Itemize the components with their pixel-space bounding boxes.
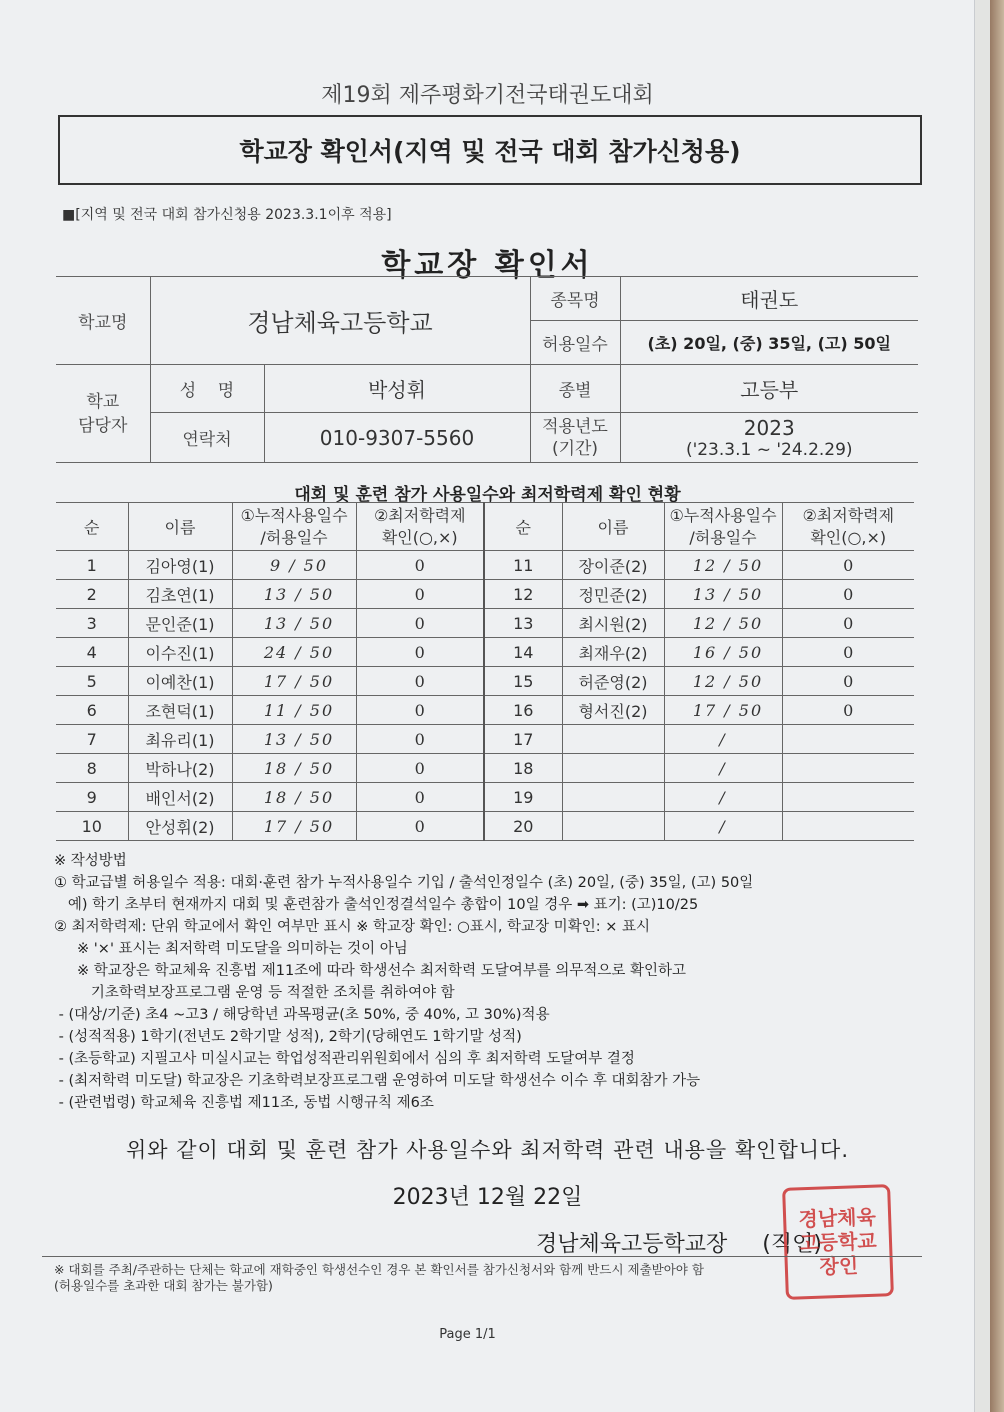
form-title: 학교장 확인서(지역 및 전국 대회 참가신청용) [58, 115, 922, 185]
row-no: 6 [56, 696, 128, 725]
col-days-header: ①누적사용일수 /허용일수 [664, 503, 782, 551]
check-mark: 0 [782, 609, 914, 638]
row-no: 20 [484, 812, 562, 841]
row-no: 13 [484, 609, 562, 638]
student-name: 김아영(1) [128, 551, 232, 580]
days-value: 16 / 50 [664, 638, 782, 667]
days-value: 17 / 50 [232, 667, 356, 696]
method-line: ※ 작성방법 [54, 853, 127, 869]
row-no: 18 [484, 754, 562, 783]
check-mark [782, 783, 914, 812]
table-row [56, 609, 914, 638]
student-name [562, 783, 664, 812]
days-value: 13 / 50 [232, 580, 356, 609]
check-mark: 0 [356, 580, 484, 609]
table-row [56, 725, 914, 754]
row-no: 14 [484, 638, 562, 667]
student-table [56, 502, 914, 841]
school-value: 경남체육고등학교 [150, 277, 530, 365]
row-no: 2 [56, 580, 128, 609]
student-name [562, 725, 664, 754]
check-mark: 0 [356, 609, 484, 638]
table-row [56, 754, 914, 783]
col-no-header: 순 [484, 503, 562, 551]
footer-divider [42, 1256, 922, 1257]
info-table [56, 276, 918, 463]
check-mark: 0 [356, 638, 484, 667]
days-value: 17 / 50 [232, 812, 356, 841]
list-heading: 대회 및 훈련 참가 사용일수와 최저학력제 확인 현황 [294, 485, 681, 505]
days-value: 13 / 50 [664, 580, 782, 609]
year-label: 적용년도 (기간) [530, 413, 620, 463]
check-mark: 0 [356, 783, 484, 812]
name-value: 박성휘 [264, 365, 530, 413]
footer-line: ※ 대회를 주최/주관하는 단체는 학교에 재학중인 학생선수인 경우 본 확인서를 참가신청서와 함께 반드시 제출받아야 함 [54, 1262, 704, 1277]
student-name: 형서진(2) [562, 696, 664, 725]
days-value: 18 / 50 [232, 754, 356, 783]
main-heading: 학교장 확인서 [381, 248, 594, 283]
period-value: ('23.3.1 ~ '24.2.29) [685, 439, 853, 460]
col-check-header: ②최저학력제 확인(○,×) [782, 503, 914, 551]
days-value: 17 / 50 [664, 696, 782, 725]
row-no: 8 [56, 754, 128, 783]
days-value: / [664, 812, 782, 841]
method-line: ① 학교급별 허용일수 적용: 대회·훈련 참가 누적사용일수 기입 / 출석인정일수 (초) 20일, (중) 35일, (고) 50일 [54, 875, 754, 891]
row-no: 12 [484, 580, 562, 609]
row-no: 10 [56, 812, 128, 841]
method-line: 기초학력보장프로그램 운영 등 적절한 조치를 취하여야 함 [54, 985, 455, 1001]
col-days-header: ①누적사용일수 /허용일수 [232, 503, 356, 551]
row-no: 1 [56, 551, 128, 580]
official-seal-stamp: 경남체육고등학교장인 [782, 1184, 894, 1300]
student-name: 이수진(1) [128, 638, 232, 667]
check-mark: 0 [782, 551, 914, 580]
col-check-header: ②최저학력제 확인(○,×) [356, 503, 484, 551]
table-row [56, 580, 914, 609]
student-name: 배인서(2) [128, 783, 232, 812]
method-line: ② 최저학력제: 단위 학교에서 확인 여부만 표시 ※ 학교장 확인: ○표시, 학교장 미확인: × 표시 [54, 919, 650, 935]
school-label: 학교명 [56, 277, 150, 365]
student-name: 최유리(1) [128, 725, 232, 754]
col-name-header: 이름 [562, 503, 664, 551]
table-row [56, 783, 914, 812]
table-row [56, 638, 914, 667]
event-label: 종목명 [530, 277, 620, 321]
student-name [562, 812, 664, 841]
days-value: 18 / 50 [232, 783, 356, 812]
student-name: 김초연(1) [128, 580, 232, 609]
student-name: 최재우(2) [562, 638, 664, 667]
days-value: 12 / 50 [664, 667, 782, 696]
row-no: 17 [484, 725, 562, 754]
student-name: 안성휘(2) [128, 812, 232, 841]
days-value: 12 / 50 [664, 551, 782, 580]
method-line: 예) 학기 초부터 현재까지 대회 및 훈련참가 출석인정결석일수 총합이 10일 경우 ➡ 표기: (고)10/25 [54, 897, 699, 913]
check-mark: 0 [356, 551, 484, 580]
allowed-value: (초) 20일, (중) 35일, (고) 50일 [620, 321, 918, 365]
tournament-title: 제19회 제주평화기전국태권도대회 [321, 83, 654, 108]
days-value: / [664, 754, 782, 783]
row-no: 15 [484, 667, 562, 696]
check-mark: 0 [782, 580, 914, 609]
row-no: 11 [484, 551, 562, 580]
col-name-header: 이름 [128, 503, 232, 551]
student-name: 정민준(2) [562, 580, 664, 609]
year-cell [620, 413, 918, 463]
col-no-header: 순 [56, 503, 128, 551]
table-row [56, 696, 914, 725]
check-mark [782, 754, 914, 783]
days-value: 24 / 50 [232, 638, 356, 667]
student-name: 허준영(2) [562, 667, 664, 696]
writing-method [54, 850, 934, 1114]
method-line: - (대상/기준) 초4 ~고3 / 해당학년 과목평균(초 50%, 중 40%, 고 30%)적용 [54, 1007, 550, 1023]
days-value: 9 / 50 [232, 551, 356, 580]
allowed-label: 허용일수 [530, 321, 620, 365]
row-no: 4 [56, 638, 128, 667]
footer-note [54, 1262, 934, 1294]
student-name: 조현덕(1) [128, 696, 232, 725]
method-line: ※ '×' 표시는 최저학력 미도달을 의미하는 것이 아님 [54, 941, 408, 957]
check-mark: 0 [356, 754, 484, 783]
row-no: 5 [56, 667, 128, 696]
row-no: 19 [484, 783, 562, 812]
event-value: 태권도 [620, 277, 918, 321]
days-value: 13 / 50 [232, 609, 356, 638]
category-value: 고등부 [620, 365, 918, 413]
check-mark: 0 [782, 696, 914, 725]
check-mark: 0 [356, 725, 484, 754]
issue-date: 2023년 12월 22일 [392, 1185, 583, 1210]
check-mark: 0 [356, 696, 484, 725]
days-value: 13 / 50 [232, 725, 356, 754]
method-line: - (초등학교) 지필고사 미실시교는 학업성적관리위원회에서 심의 후 최저학력 도달여부 결정 [54, 1051, 635, 1067]
page-number: Page 1/1 [439, 1327, 496, 1342]
check-mark [782, 812, 914, 841]
student-name: 최시원(2) [562, 609, 664, 638]
student-name: 장이준(2) [562, 551, 664, 580]
year-value: 2023 [743, 415, 795, 440]
confirmation-statement: 위와 같이 대회 및 훈련 참가 사용일수와 최저학력 관련 내용을 확인합니다. [125, 1138, 849, 1162]
check-mark: 0 [356, 667, 484, 696]
method-line: - (최저학력 미도달) 학교장은 기초학력보장프로그램 운영하여 미도달 학생선수 이수 후 대회참가 가능 [54, 1073, 701, 1089]
contact-value: 010-9307-5560 [264, 413, 530, 463]
form-note: ■[지역 및 전국 대회 참가신청용 2023.3.1이후 적용] [62, 207, 392, 223]
method-line: - (성적적용) 1학기(전년도 2학기말 성적), 2학기(당해연도 1학기말 성적) [54, 1029, 522, 1045]
days-value: 11 / 50 [232, 696, 356, 725]
check-mark: 0 [356, 812, 484, 841]
student-name [562, 754, 664, 783]
contact-label: 연락처 [150, 413, 264, 463]
student-name: 이예찬(1) [128, 667, 232, 696]
row-no: 3 [56, 609, 128, 638]
days-value: 12 / 50 [664, 609, 782, 638]
name-label: 성 명 [150, 365, 264, 413]
row-no: 9 [56, 783, 128, 812]
row-no: 16 [484, 696, 562, 725]
footer-line: (허용일수를 초과한 대회 참가는 불가함) [54, 1278, 273, 1293]
table-row [56, 667, 914, 696]
principal-signature: 경남체육고등학교장 (직인) [536, 1232, 822, 1257]
days-value: / [664, 725, 782, 754]
check-mark: 0 [782, 667, 914, 696]
method-line: - (관련법령) 학교체육 진흥법 제11조, 동법 시행규칙 제6조 [54, 1095, 434, 1111]
method-line: ※ 학교장은 학교체육 진흥법 제11조에 따라 학생선수 최저학력 도달여부를 의무적으로 확인하고 [54, 963, 686, 979]
manager-label: 학교 담당자 [56, 365, 150, 463]
table-row [56, 812, 914, 841]
category-label: 종별 [530, 365, 620, 413]
student-name: 박하나(2) [128, 754, 232, 783]
check-mark: 0 [782, 638, 914, 667]
check-mark [782, 725, 914, 754]
days-value: / [664, 783, 782, 812]
row-no: 7 [56, 725, 128, 754]
student-name: 문인준(1) [128, 609, 232, 638]
table-row [56, 551, 914, 580]
